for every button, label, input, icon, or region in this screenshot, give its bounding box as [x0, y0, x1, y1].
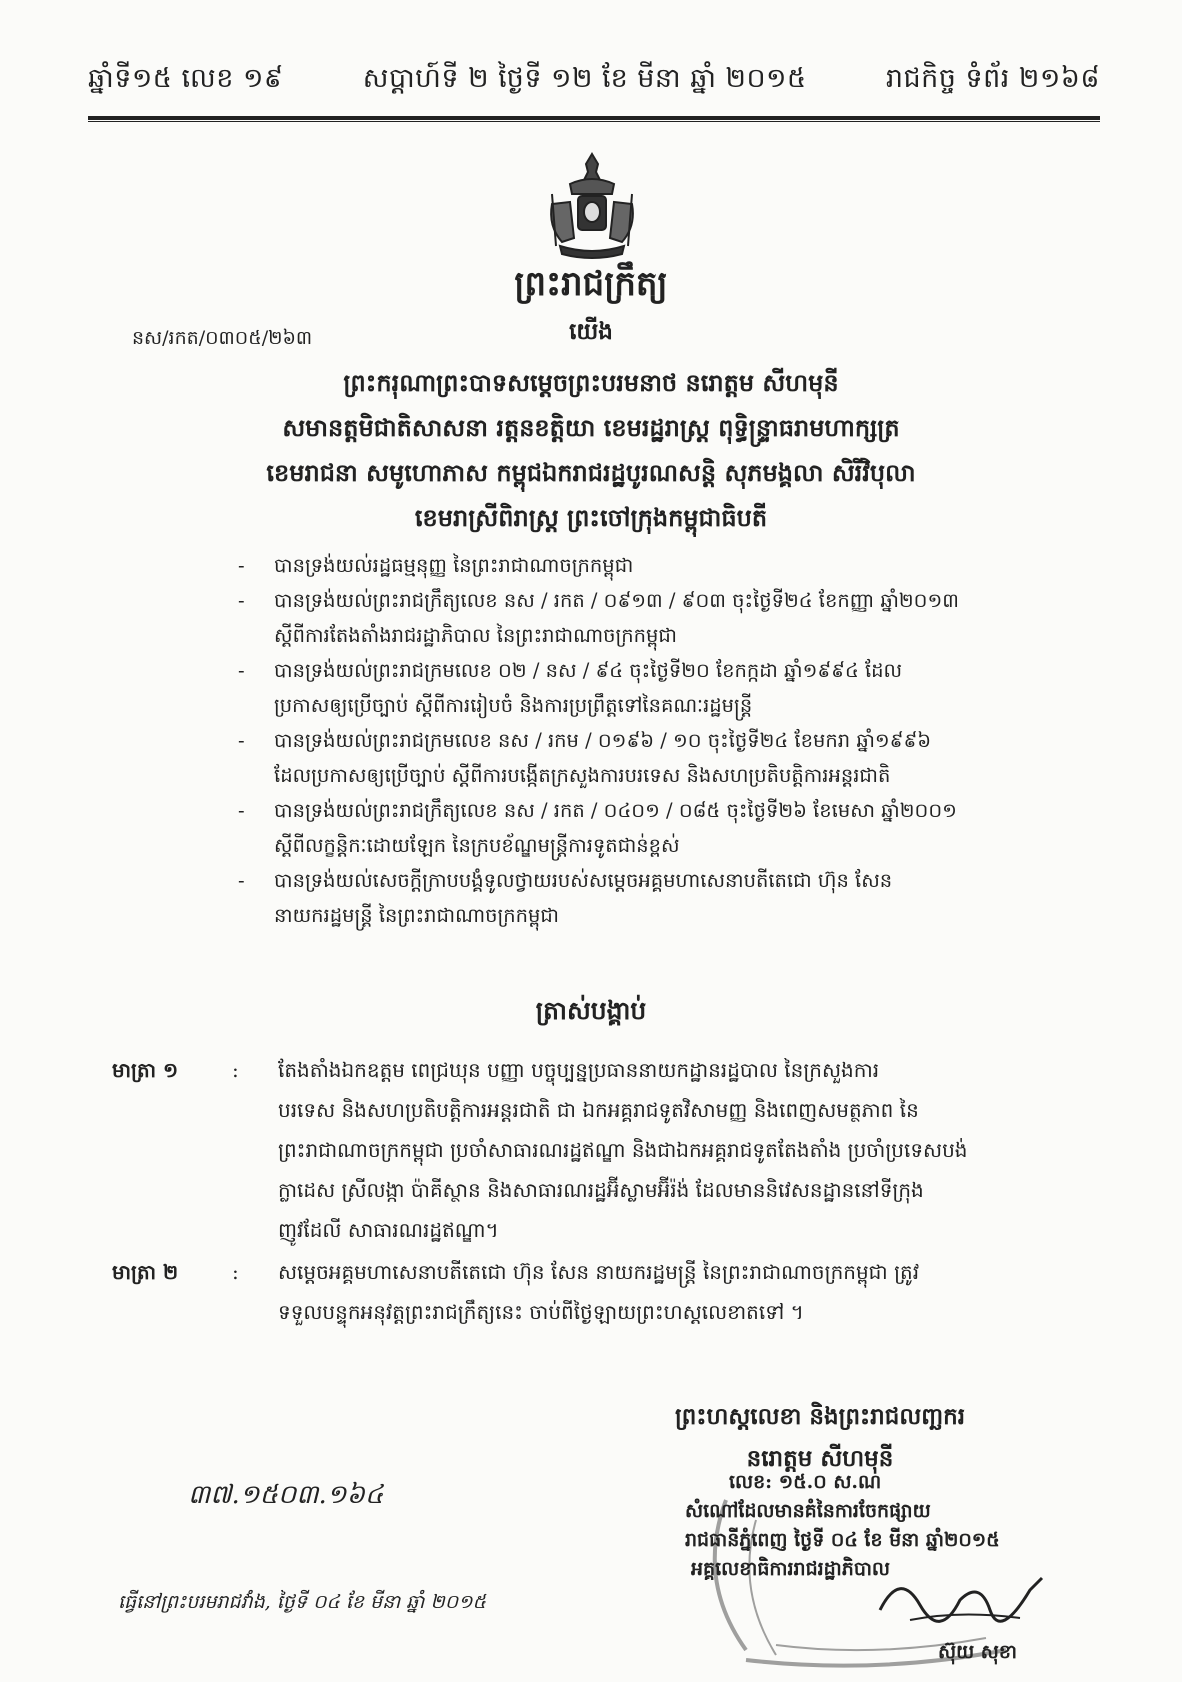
article-line: បរទេស និងសហប្រតិបត្តិការអន្តរជាតិ ជា ឯកអគ្គរាជទូតវិសាមញ្ញ និងពេញសមត្ថភាព នៃ [278, 1098, 919, 1122]
consideration-line: ស្តីពីលក្ខន្តិកៈដោយឡែក នៃក្របខ័ណ្ឌមន្ត្រីការទូតជាន់ខ្ពស់ [274, 834, 680, 857]
royal-title-line: ព្រះករុណាព្រះបាទសម្តេចព្រះបរមនាថ នរោត្តម សីហមុនី [343, 368, 839, 397]
article-label: មាត្រា ២ [112, 1260, 179, 1284]
we-heading: យើង [569, 318, 613, 345]
gazette-year-issue: ឆ្នាំទី១៥ លេខ ១៩ [88, 63, 284, 94]
article-label: មាត្រា ១ [112, 1058, 179, 1082]
consideration-line: ប្រកាសឲ្យប្រើច្បាប់ ស្តីពីការរៀបចំ និងការប្រព្រឹត្តទៅនៃគណៈរដ្ឋមន្ត្រី [274, 694, 753, 717]
gazette-header [88, 62, 1100, 101]
considerations-list [238, 548, 1098, 933]
consideration-line: បានទ្រង់យល់ព្រះរាជក្រឹត្យលេខ នស / រកត / ០៤០១ / ០៨៥ ចុះថ្ងៃទី២៦ ខែមេសា ឆ្នាំ២០០១ [274, 799, 957, 822]
stamp-line: សំណៅដែលមានគំនៃការចែកផ្សាយ [685, 1500, 931, 1522]
registration-number: ៣៧.១៥០៣.១៦៤ [188, 1480, 384, 1510]
consideration-line: បានទ្រង់យល់ព្រះរាជក្រឹត្យលេខ នស / រកត / ០៩១៣ / ៩០៣ ចុះថ្ងៃទី២៤ ខែកញ្ញា ឆ្នាំ២០១៣ [274, 589, 959, 612]
handwritten-signature-icon [870, 1560, 1050, 1640]
consideration-line: ស្តីពីការតែងតាំងរាជរដ្ឋាភិបាល នៃព្រះរាជាណាចក្រកម្ពុជា [274, 624, 677, 647]
article-1 [112, 1050, 1102, 1250]
gazette-page-number: រាជកិច្ច ទំព័រ ២១៦៨ [885, 63, 1100, 94]
stamp-line: អគ្គលេខាធិការរាជរដ្ឋាភិបាល [691, 1558, 890, 1580]
list-dash: - [238, 659, 245, 682]
article-line: សម្តេចអគ្គមហាសេនាបតីតេជោ ហ៊ុន សែន នាយករដ្ឋមន្ត្រី នៃព្រះរាជាណាចក្រកម្ពុជា ត្រូវ [278, 1260, 920, 1284]
consideration-line: បានទ្រង់យល់រដ្ឋធម្មនុញ្ញ នៃព្រះរាជាណាចក្រកម្ពុជា [274, 554, 634, 577]
article-line: ញូវដែលី សាធារណរដ្ឋឥណ្ឌា។ [278, 1218, 499, 1242]
royal-title-line: ខេមរាស្រីពិរាស្ត្រ ព្រះចៅក្រុងកម្ពុជាធិបតី [414, 503, 768, 532]
gazette-date: សប្តាហ៍ទី ២ ថ្ងៃទី ១២ ខែ មីនា ឆ្នាំ ២០១៥ [362, 63, 807, 94]
stamp-line: រាជធានីភ្នំពេញ ថ្ងៃទី ០៤ ខែ មីនា ឆ្នាំ២០១៥ [685, 1529, 1000, 1551]
consideration-item [238, 548, 1098, 583]
article-colon: : [232, 1058, 239, 1082]
stamp-signer-name: ស៊ុយ សុខា [938, 1641, 1017, 1663]
issued-place-date: ធ្វើនៅព្រះបរមរាជវាំង, ថ្ងៃទី ០៤ ខែ មីនា ឆ្នាំ ២០១៥ [118, 1591, 487, 1613]
article-colon: : [232, 1260, 239, 1284]
list-dash: - [238, 589, 245, 612]
royal-title-line: សមានត្តមិជាតិសាសនា រត្តនខត្តិយា ខេមរដ្ឋរាស្ត្រ ពុទ្ធិន្ទ្រាធរាមហាក្សត្រ [282, 413, 900, 442]
signatory-name: នរោត្តម សីហមុនី [746, 1445, 894, 1472]
header-rule [88, 116, 1100, 122]
reference-number: នស/រកត/០៣០៥/២៦៣ [132, 327, 313, 349]
list-dash: - [238, 799, 245, 822]
consideration-item [238, 793, 1098, 863]
article-body [278, 1050, 1102, 1250]
article-2 [112, 1252, 1102, 1332]
consideration-line: បានទ្រង់យល់សេចក្តីក្រាបបង្គំទូលថ្វាយរបស់សម្តេចអគ្គមហាសេនាបតីតេជោ ហ៊ុន សែន [274, 869, 893, 892]
article-line: តែងតាំងឯកឧត្តម ពេជ្រឃុន បញ្ញា បច្ចុប្បន្នប្រធាននាយកដ្ឋានរដ្ឋបាល នៃក្រសួងការ [278, 1058, 880, 1082]
royal-title-line: ខេមរាជនា សមូហោភាស កម្ពុជឯករាជរដ្ឋបូរណសន្តិ សុភមង្គលា សិរីវិបុលា [266, 458, 916, 487]
list-dash: - [238, 729, 245, 752]
list-dash: - [238, 869, 245, 892]
article-line: ទទួលបន្ទុកអនុវត្តព្រះរាជក្រឹត្យនេះ ចាប់ពីថ្ងៃឡាយព្រះហស្តលេខាតទៅ ។ [278, 1300, 804, 1324]
document-title: ព្រះរាជក្រឹត្យ [514, 264, 668, 304]
article-line: ព្រះរាជាណាចក្រកម្ពុជា ប្រចាំសាធារណរដ្ឋឥណ្ឌា និងជាឯកអគ្គរាជទូតតែងតាំង ប្រចាំប្រទេសបង់ [278, 1138, 968, 1162]
consideration-line: បានទ្រង់យល់ព្រះរាជក្រមលេខ ០២ / នស / ៩៤ ចុះថ្ងៃទី២០ ខែកក្កដា ឆ្នាំ១៩៩៤ ដែល [274, 659, 903, 682]
stamp-line: លេខ: ១៥.០ ស.ណ [729, 1471, 882, 1493]
article-line: ក្លាដេស ស្រីលង្កា ប៉ាគីស្ថាន និងសាធារណរដ្ឋអ៊ីស្លាមអ៊ីរ៉ង់ ដែលមាននិវេសនដ្ឋាននៅទីក្រុង [278, 1178, 924, 1202]
consideration-item [238, 723, 1098, 793]
decree-heading: ត្រាស់បង្គាប់ [535, 996, 647, 1025]
article-body [278, 1252, 1102, 1332]
consideration-line: នាយករដ្ឋមន្ត្រី នៃព្រះរាជាណាចក្រកម្ពុជា [274, 904, 559, 927]
consideration-line: ដែលប្រកាសឲ្យប្រើច្បាប់ ស្តីពីការបង្កើតក្រសួងការបរទេស និងសហប្រតិបត្តិការអន្តរជាតិ [274, 764, 891, 787]
consideration-item [238, 863, 1098, 933]
consideration-item [238, 583, 1098, 653]
consideration-line: បានទ្រង់យល់ព្រះរាជក្រមលេខ នស / រកម / ០១៩៦ / ១០ ចុះថ្ងៃទី២៤ ខែមករា ឆ្នាំ១៩៩៦ [274, 729, 932, 752]
royal-titles [0, 360, 1182, 540]
consideration-item [238, 653, 1098, 723]
list-dash: - [238, 554, 245, 577]
royal-coat-of-arms-icon [540, 150, 645, 260]
signature-caption: ព្រះហស្តលេខា និងព្រះរាជលញ្ឆករ [674, 1403, 966, 1430]
